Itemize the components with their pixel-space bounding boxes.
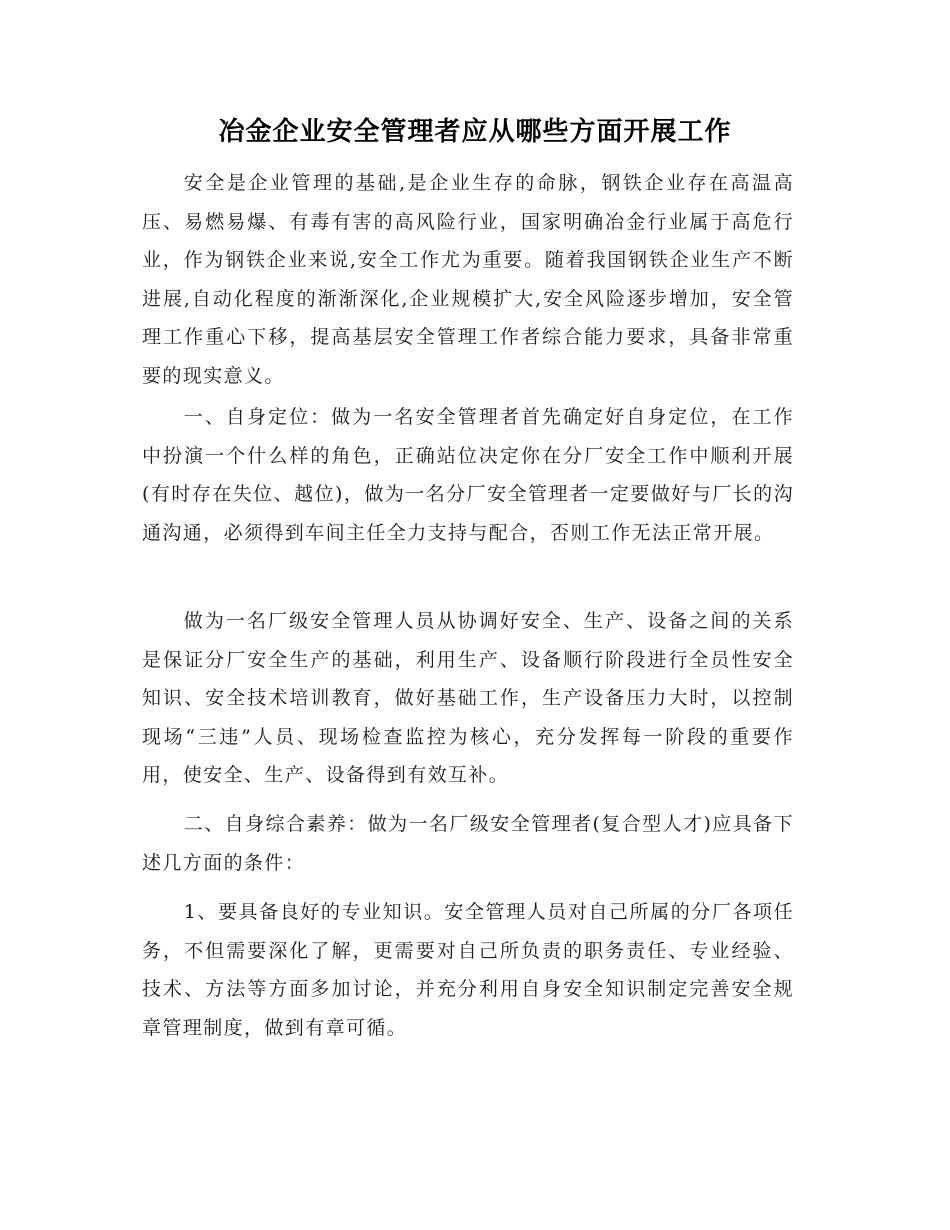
paragraph-self-positioning: 一、自身定位：做为一名安全管理者首先确定好自身定位，在工作中扮演一个什么样的角色，正确站位决定你在分厂安全工作中顺利开展(有时存在失位、越位)，做为一名分厂安全管理者一定要做好与厂长的沟通沟通，必须得到车间主任全力支持与配合，否则工作无法正常开展。 <box>142 406 794 544</box>
paragraph-intro: 安全是企业管理的基础,是企业生存的命脉，钢铁企业存在高温高压、易燃易爆、有毒有害的高风险行业，国家明确冶金行业属于高危行业，作为钢铁企业来说,安全工作尤为重要。随着我国钢铁企业生产不断进展,自动化程度的渐渐深化,企业规模扩大,安全风险逐步增加，安全管理工作重心下移，提高基层安全管理工作者综合能力要求，具备非常重要的现实意义。 <box>142 172 794 387</box>
paragraph-coordination: 做为一名厂级安全管理人员从协调好安全、生产、设备之间的关系是保证分厂安全生产的基础，利用生产、设备顺行阶段进行全员性安全知识、安全技术培训教育，做好基础工作，生产设备压力大时，以控制现场“三违”人员、现场检查监控为核心，充分发挥每一阶段的重要作用，使安全、生产、设备得到有效互补。 <box>142 610 794 786</box>
paragraph-comprehensive-quality: 二、自身综合素养：做为一名厂级安全管理者(复合型人才)应具备下述几方面的条件： <box>142 813 794 874</box>
document-title: 冶金企业安全管理者应从哪些方面开展工作 <box>218 117 732 147</box>
paragraph-professional-knowledge: 1、要具备良好的专业知识。安全管理人员对自己所属的分厂各项任务，不但需要深化了解，更需要对自己所负责的职务责任、专业经验、技术、方法等方面多加讨论，并充分利用自身安全知识制定完善安全规章管理制度，做到有章可循。 <box>142 901 794 1039</box>
